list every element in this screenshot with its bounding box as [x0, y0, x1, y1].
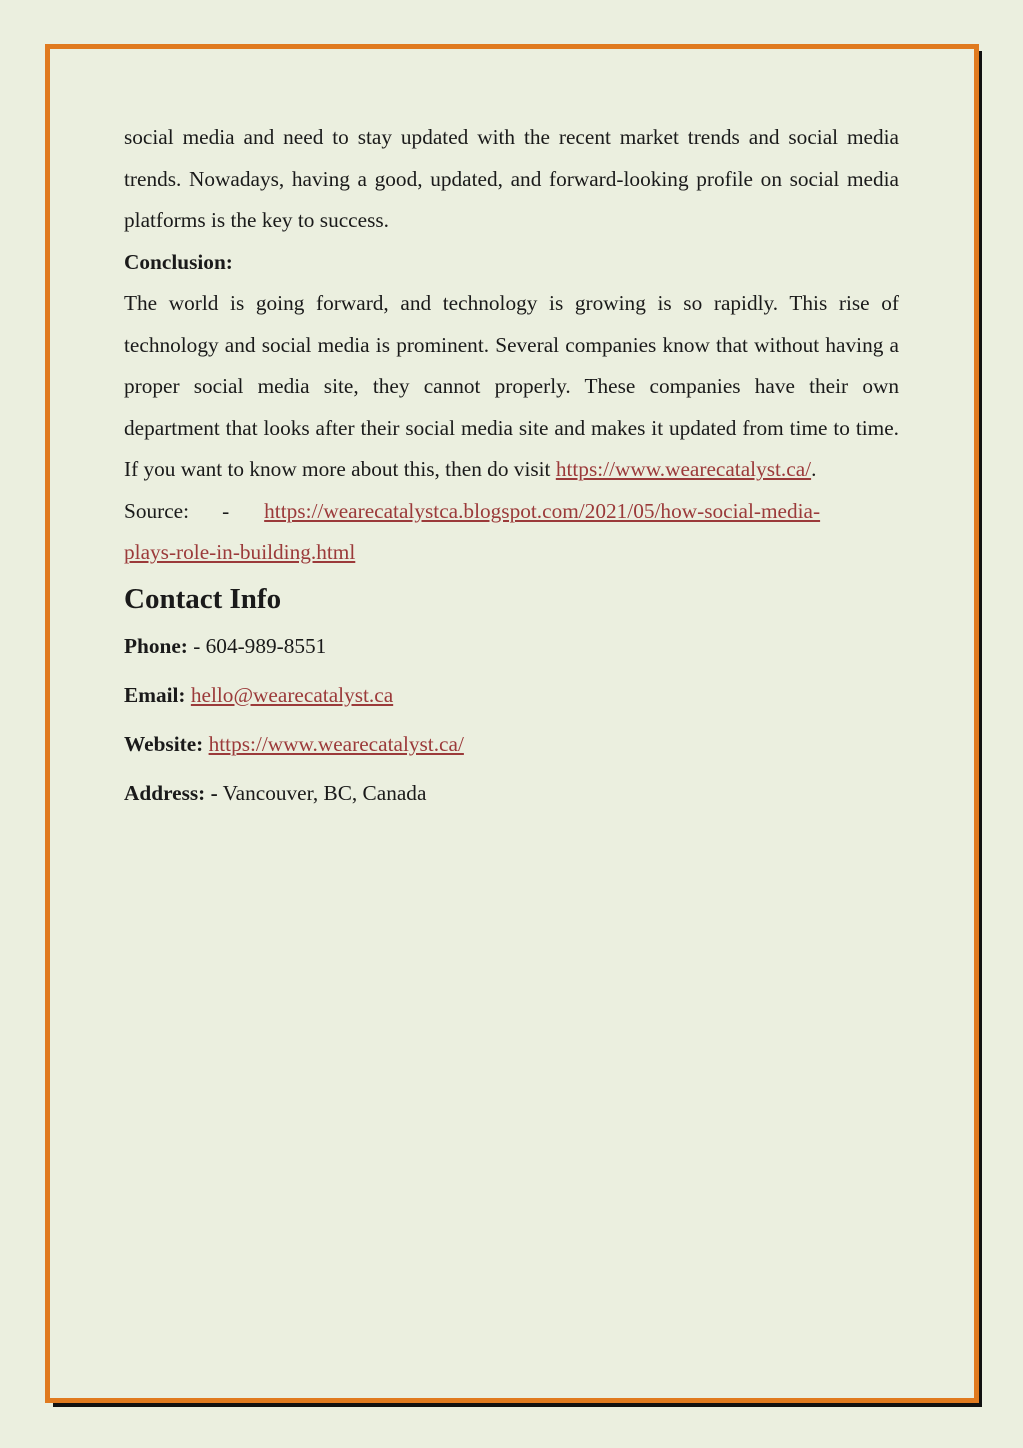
address-value: Vancouver, BC, Canada: [217, 780, 427, 805]
document-body: [124, 117, 899, 818]
email-label: Email:: [124, 682, 186, 707]
website-row: [124, 720, 899, 769]
visit-suffix: .: [811, 457, 817, 481]
conclusion-text: The world is going forward, and technology is growing is so rapidly. This rise of technology and social media is prominent. Several companies know that without having a proper social media site, they cannot properly. These companies have their own department that looks after their social media site and makes it updated from time to time. If you want to know more about this, then do visit: [124, 291, 899, 481]
phone-row: [124, 622, 899, 671]
source-dash: -: [222, 498, 230, 523]
address-label: Address: -: [124, 780, 218, 805]
phone-label: Phone:: [124, 633, 188, 658]
phone-value: - 604-989-8551: [187, 633, 327, 658]
website-link[interactable]: https://www.wearecatalyst.ca/: [208, 731, 464, 756]
source-line: [124, 491, 899, 533]
address-row: [124, 769, 899, 818]
website-label: Website:: [124, 731, 204, 756]
contact-info-heading: Contact Info: [124, 582, 282, 615]
visit-link[interactable]: https://www.wearecatalyst.ca/: [555, 457, 812, 481]
email-row: [124, 671, 899, 720]
source-label: Source:: [124, 498, 190, 523]
source-link-line2-wrapper: [124, 532, 899, 574]
conclusion-heading: Conclusion:: [124, 249, 233, 274]
source-link-line2[interactable]: plays-role-in-building.html: [124, 540, 356, 564]
source-link-line1[interactable]: https://wearecatalystca.blogspot.com/2021/05/how-social-media-: [264, 498, 821, 523]
email-link[interactable]: hello@wearecatalyst.ca: [190, 682, 394, 707]
conclusion-paragraph: [124, 283, 899, 491]
intro-paragraph: social media and need to stay updated with the recent market trends and social media trends. Nowadays, having a good, updated, and forward-looking profile on social media platforms is the key to success.: [124, 125, 899, 232]
